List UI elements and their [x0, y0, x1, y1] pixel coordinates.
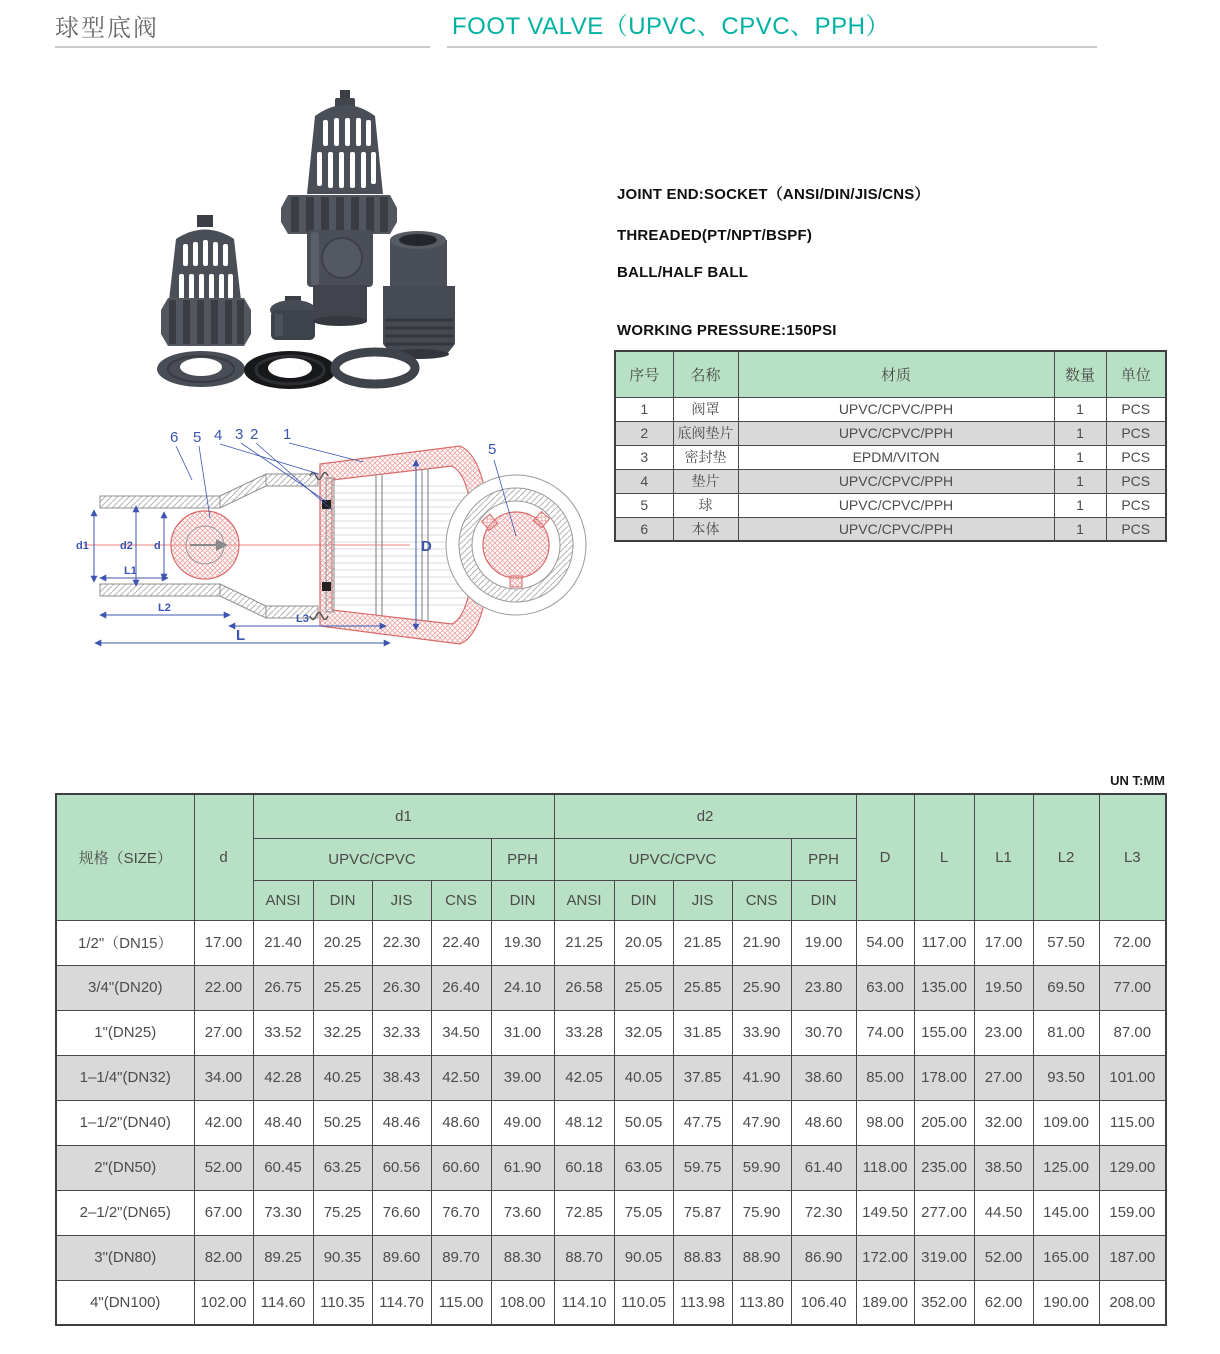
cell: 235.00	[914, 1145, 974, 1190]
cell: 33.90	[732, 1010, 791, 1055]
cell: 22.00	[194, 965, 253, 1010]
parts-table-body	[615, 397, 1166, 541]
cell: 67.00	[194, 1190, 253, 1235]
dim-header-pph-d2: PPH	[791, 838, 856, 880]
cell: 60.45	[253, 1145, 313, 1190]
cell: 48.46	[372, 1100, 431, 1145]
spec-joint-end: JOINT END:SOCKET（ANSI/DIN/JIS/CNS）	[617, 186, 930, 203]
dim-header-row-1	[56, 794, 1166, 838]
cell: 165.00	[1033, 1235, 1099, 1280]
dim-header-jis-d1: JIS	[372, 880, 431, 920]
cell: 73.30	[253, 1190, 313, 1235]
label-L: L	[236, 627, 246, 644]
cell: 88.83	[673, 1235, 732, 1280]
cell: 178.00	[914, 1055, 974, 1100]
parts-table-header-row	[615, 351, 1166, 397]
cell: 72.30	[791, 1190, 856, 1235]
cell: EPDM/VITON	[738, 445, 1054, 469]
cell: 106.40	[791, 1280, 856, 1325]
cell: 1	[1054, 469, 1106, 493]
dim-header-upvc-cpvc-d2: UPVC/CPVC	[554, 838, 791, 880]
dim-header-din-d1: DIN	[313, 880, 372, 920]
cell: 59.75	[673, 1145, 732, 1190]
cell: 118.00	[856, 1145, 914, 1190]
cell: 48.40	[253, 1100, 313, 1145]
cell: 76.60	[372, 1190, 431, 1235]
cell: 319.00	[914, 1235, 974, 1280]
cell: 27.00	[194, 1010, 253, 1055]
dim-header-upvc-cpvc-d1: UPVC/CPVC	[253, 838, 491, 880]
cell: 26.40	[431, 965, 491, 1010]
parts-table-row	[615, 445, 1166, 469]
dim-header-d: d	[194, 794, 253, 920]
dim-header-L: L	[914, 794, 974, 920]
cell: 89.25	[253, 1235, 313, 1280]
cell: 149.50	[856, 1190, 914, 1235]
dim-table-row	[56, 1010, 1166, 1055]
cell: 129.00	[1099, 1145, 1166, 1190]
end-view-callout-5: 5	[488, 441, 497, 458]
cell: 88.90	[732, 1235, 791, 1280]
cell: 73.60	[491, 1190, 554, 1235]
cell: 25.90	[732, 965, 791, 1010]
cell: 86.90	[791, 1235, 856, 1280]
page-title-en: FOOT VALVE（UPVC、CPVC、PPH）	[452, 13, 890, 40]
cell: 3/4"(DN20)	[56, 965, 194, 1010]
cell: 1/2"（DN15）	[56, 920, 194, 965]
cell: 19.50	[974, 965, 1033, 1010]
cell: 38.60	[791, 1055, 856, 1100]
cell: 113.80	[732, 1280, 791, 1325]
cell: 85.00	[856, 1055, 914, 1100]
cell: 22.40	[431, 920, 491, 965]
cell: 89.70	[431, 1235, 491, 1280]
cell: 54.00	[856, 920, 914, 965]
label-L3: L3	[296, 613, 309, 625]
cell: UPVC/CPVC/PPH	[738, 469, 1054, 493]
cell: 114.70	[372, 1280, 431, 1325]
cell: 23.80	[791, 965, 856, 1010]
cell: 41.90	[732, 1055, 791, 1100]
cell: 2	[615, 421, 673, 445]
cell: UPVC/CPVC/PPH	[738, 493, 1054, 517]
cell: 42.05	[554, 1055, 614, 1100]
title-divider-left	[55, 46, 430, 48]
cell: 75.87	[673, 1190, 732, 1235]
dim-table-row	[56, 1055, 1166, 1100]
product-photo-illustration	[95, 82, 565, 412]
cell: 109.00	[1033, 1100, 1099, 1145]
parts-header-no: 序号	[615, 351, 673, 397]
cell: UPVC/CPVC/PPH	[738, 517, 1054, 541]
cell: 20.25	[313, 920, 372, 965]
cell: 19.30	[491, 920, 554, 965]
cell: 89.60	[372, 1235, 431, 1280]
dim-header-d2: d2	[554, 794, 856, 838]
cell: 39.00	[491, 1055, 554, 1100]
cell: 6	[615, 517, 673, 541]
cell: 61.90	[491, 1145, 554, 1190]
cell: 115.00	[1099, 1100, 1166, 1145]
cell: 63.00	[856, 965, 914, 1010]
cell: 60.56	[372, 1145, 431, 1190]
cell: 57.50	[1033, 920, 1099, 965]
cell: 32.00	[974, 1100, 1033, 1145]
cell: 4"(DN100)	[56, 1280, 194, 1325]
cell: 93.50	[1033, 1055, 1099, 1100]
cell: 59.90	[732, 1145, 791, 1190]
cell: 60.18	[554, 1145, 614, 1190]
cell: 1–1/2"(DN40)	[56, 1100, 194, 1145]
dim-header-ansi-d2: ANSI	[554, 880, 614, 920]
parts-table	[614, 350, 1167, 542]
cell: 189.00	[856, 1280, 914, 1325]
dim-header-din-d2: DIN	[614, 880, 673, 920]
parts-table-row	[615, 397, 1166, 421]
parts-header-material: 材质	[738, 351, 1054, 397]
cell: 90.05	[614, 1235, 673, 1280]
dim-header-d1: d1	[253, 794, 554, 838]
cell: 25.85	[673, 965, 732, 1010]
cell: 20.05	[614, 920, 673, 965]
cell: 155.00	[914, 1010, 974, 1055]
cell: 50.25	[313, 1100, 372, 1145]
cell: 32.05	[614, 1010, 673, 1055]
cell: 76.70	[431, 1190, 491, 1235]
cell: 72.85	[554, 1190, 614, 1235]
cell: 1–1/4"(DN32)	[56, 1055, 194, 1100]
foot-valve-assembled	[244, 90, 397, 389]
cell: PCS	[1106, 469, 1166, 493]
cell: 50.05	[614, 1100, 673, 1145]
dim-header-L2: L2	[1033, 794, 1099, 920]
cell: 159.00	[1099, 1190, 1166, 1235]
cell: 33.28	[554, 1010, 614, 1055]
cell: UPVC/CPVC/PPH	[738, 421, 1054, 445]
cell: 98.00	[856, 1100, 914, 1145]
cell: 21.90	[732, 920, 791, 965]
cell: PCS	[1106, 445, 1166, 469]
dim-table-row	[56, 965, 1166, 1010]
cell: PCS	[1106, 517, 1166, 541]
cell: 40.05	[614, 1055, 673, 1100]
dim-table-row	[56, 1235, 1166, 1280]
parts-header-unit: 单位	[1106, 351, 1166, 397]
cell: 31.85	[673, 1010, 732, 1055]
cell: 88.70	[554, 1235, 614, 1280]
cell: 37.85	[673, 1055, 732, 1100]
cell: 82.00	[194, 1235, 253, 1280]
cell: 球	[673, 493, 738, 517]
label-L2: L2	[158, 602, 171, 614]
cell: 27.00	[974, 1055, 1033, 1100]
page-title-cn: 球型底阀	[55, 15, 159, 42]
parts-table-row	[615, 517, 1166, 541]
cell: 1	[1054, 445, 1106, 469]
technical-drawing	[70, 418, 610, 658]
callout-5: 5	[193, 429, 202, 446]
strainer-plate-section	[326, 478, 334, 612]
callout-6: 6	[170, 429, 179, 446]
cell: 125.00	[1033, 1145, 1099, 1190]
cell: 42.50	[431, 1055, 491, 1100]
seal-bottom	[322, 582, 331, 591]
cell: 117.00	[914, 920, 974, 965]
dim-header-cns-d2: CNS	[732, 880, 791, 920]
cell: 23.00	[974, 1010, 1033, 1055]
cell: 49.00	[491, 1100, 554, 1145]
cell: 208.00	[1099, 1280, 1166, 1325]
cell: 352.00	[914, 1280, 974, 1325]
cell: 25.05	[614, 965, 673, 1010]
dim-header-L3: L3	[1099, 794, 1166, 920]
cell: 4	[615, 469, 673, 493]
dim-table-row	[56, 1100, 1166, 1145]
foot-valve-strainer-small	[157, 215, 251, 387]
dim-header-pphdin-d2: DIN	[791, 880, 856, 920]
cell: 1	[1054, 397, 1106, 421]
cell: 115.00	[431, 1280, 491, 1325]
cell: 88.30	[491, 1235, 554, 1280]
cell: 75.90	[732, 1190, 791, 1235]
cell: 1	[1054, 517, 1106, 541]
cell: 69.50	[1033, 965, 1099, 1010]
cell: 17.00	[974, 920, 1033, 965]
cell: 38.43	[372, 1055, 431, 1100]
cell: 22.30	[372, 920, 431, 965]
cell: 75.05	[614, 1190, 673, 1235]
cell: 5	[615, 493, 673, 517]
cell: 102.00	[194, 1280, 253, 1325]
cell: 3	[615, 445, 673, 469]
spec-working-pressure: WORKING PRESSURE:150PSI	[617, 322, 837, 339]
cell: 25.25	[313, 965, 372, 1010]
parts-table-row	[615, 469, 1166, 493]
cell: 101.00	[1099, 1055, 1166, 1100]
cell: 60.60	[431, 1145, 491, 1190]
parts-table-row	[615, 421, 1166, 445]
cell: 21.25	[554, 920, 614, 965]
dim-table-row	[56, 1190, 1166, 1235]
cell: 21.85	[673, 920, 732, 965]
cell: 110.05	[614, 1280, 673, 1325]
cell: PCS	[1106, 397, 1166, 421]
dim-table-body	[56, 920, 1166, 1325]
cell: 密封垫	[673, 445, 738, 469]
cell: 75.25	[313, 1190, 372, 1235]
dimensions-table	[55, 793, 1167, 1326]
callout-3: 3	[235, 426, 244, 443]
cell: 48.12	[554, 1100, 614, 1145]
cell: 26.58	[554, 965, 614, 1010]
cell: 114.60	[253, 1280, 313, 1325]
cell: 31.00	[491, 1010, 554, 1055]
cell: 19.00	[791, 920, 856, 965]
cell: 44.50	[974, 1190, 1033, 1235]
dim-table-row	[56, 1280, 1166, 1325]
cell: 52.00	[974, 1235, 1033, 1280]
parts-table-row	[615, 493, 1166, 517]
dim-header-pph-d1: PPH	[491, 838, 554, 880]
cell: 17.00	[194, 920, 253, 965]
callout-numbers	[170, 426, 291, 446]
parts-header-qty: 数量	[1054, 351, 1106, 397]
cell: 40.25	[313, 1055, 372, 1100]
cell: 本体	[673, 517, 738, 541]
cell: 113.98	[673, 1280, 732, 1325]
valve-cap	[270, 296, 316, 340]
cell: 110.35	[313, 1280, 372, 1325]
title-divider-right	[447, 46, 1097, 48]
cell: 277.00	[914, 1190, 974, 1235]
cell: 62.00	[974, 1280, 1033, 1325]
cell: 34.00	[194, 1055, 253, 1100]
cell: 81.00	[1033, 1010, 1099, 1055]
cell: 34.50	[431, 1010, 491, 1055]
spec-threaded: THREADED(PT/NPT/BSPF)	[617, 227, 813, 244]
dim-header-L1: L1	[974, 794, 1033, 920]
cell: 52.00	[194, 1145, 253, 1190]
cell: 187.00	[1099, 1235, 1166, 1280]
cell: 30.70	[791, 1010, 856, 1055]
cell: 114.10	[554, 1280, 614, 1325]
cell: 1	[615, 397, 673, 421]
dim-header-pphdin-d1: DIN	[491, 880, 554, 920]
cell: 2–1/2"(DN65)	[56, 1190, 194, 1235]
cell: 垫片	[673, 469, 738, 493]
cell: 38.50	[974, 1145, 1033, 1190]
cell: 32.33	[372, 1010, 431, 1055]
cell: 63.25	[313, 1145, 372, 1190]
cell: 145.00	[1033, 1190, 1099, 1235]
dim-header-jis-d2: JIS	[673, 880, 732, 920]
cell: 72.00	[1099, 920, 1166, 965]
dim-header-cns-d1: CNS	[431, 880, 491, 920]
callout-2: 2	[250, 426, 259, 443]
cell: 77.00	[1099, 965, 1166, 1010]
cell: 1	[1054, 421, 1106, 445]
cell: 48.60	[791, 1100, 856, 1145]
cell: 205.00	[914, 1100, 974, 1145]
cell: 47.90	[732, 1100, 791, 1145]
cell: 1	[1054, 493, 1106, 517]
label-D: D	[421, 538, 432, 555]
callout-1: 1	[283, 426, 292, 443]
label-d2: d2	[120, 540, 133, 552]
cell: 2"(DN50)	[56, 1145, 194, 1190]
cell: 阀罩	[673, 397, 738, 421]
cell: 26.75	[253, 965, 313, 1010]
cell: 42.28	[253, 1055, 313, 1100]
cell: 63.05	[614, 1145, 673, 1190]
unit-note: UN T:MM	[1110, 773, 1165, 788]
cell: 33.52	[253, 1010, 313, 1055]
parts-header-name: 名称	[673, 351, 738, 397]
cell: 135.00	[914, 965, 974, 1010]
cell: 190.00	[1033, 1280, 1099, 1325]
dim-table-row	[56, 1145, 1166, 1190]
cell: 3"(DN80)	[56, 1235, 194, 1280]
cell: 21.40	[253, 920, 313, 965]
cell: 172.00	[856, 1235, 914, 1280]
cell: 48.60	[431, 1100, 491, 1145]
cell: 底阀垫片	[673, 421, 738, 445]
cell: 61.40	[791, 1145, 856, 1190]
spec-ball: BALL/HALF BALL	[617, 264, 749, 281]
label-d: d	[154, 540, 161, 552]
dim-header-size: 规格（SIZE）	[56, 794, 194, 920]
cell: 108.00	[491, 1280, 554, 1325]
label-d1: d1	[76, 540, 89, 552]
cell: 42.00	[194, 1100, 253, 1145]
cell: 47.75	[673, 1100, 732, 1145]
cell: UPVC/CPVC/PPH	[738, 397, 1054, 421]
cell: 24.10	[491, 965, 554, 1010]
cell: PCS	[1106, 493, 1166, 517]
dim-header-ansi-d1: ANSI	[253, 880, 313, 920]
cell: 32.25	[313, 1010, 372, 1055]
ball-section	[171, 511, 239, 579]
cell: PCS	[1106, 421, 1166, 445]
cell: 26.30	[372, 965, 431, 1010]
callout-4: 4	[214, 427, 223, 444]
dim-header-D: D	[856, 794, 914, 920]
label-L1: L1	[124, 565, 137, 577]
cell: 1"(DN25)	[56, 1010, 194, 1055]
dim-table-row	[56, 920, 1166, 965]
cell: 74.00	[856, 1010, 914, 1055]
cell: 87.00	[1099, 1010, 1166, 1055]
cell: 90.35	[313, 1235, 372, 1280]
